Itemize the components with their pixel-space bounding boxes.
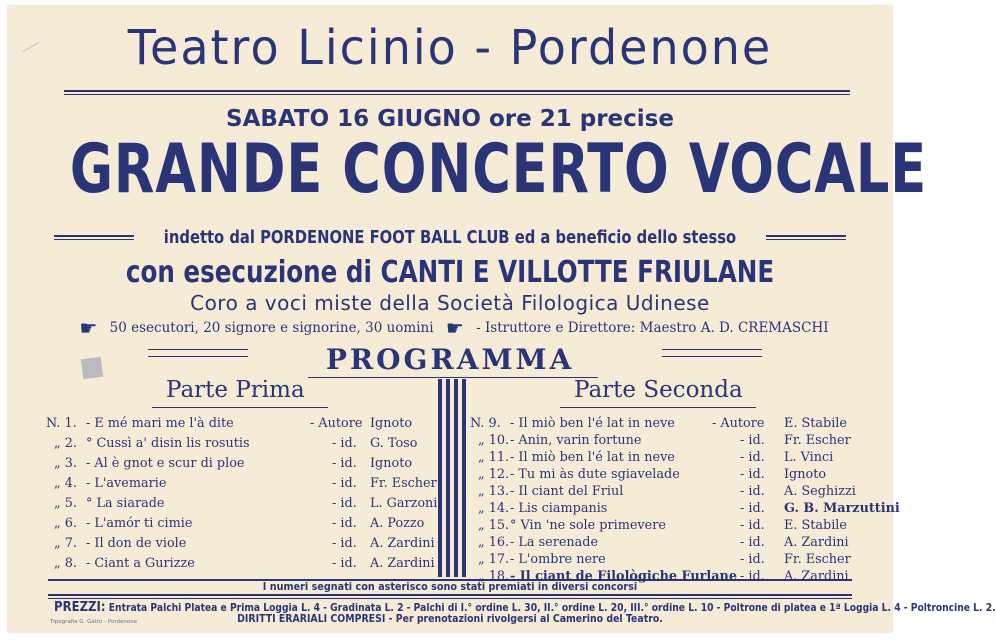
item-title: - Il don de viole [86,536,187,551]
item-attribution: - id. [332,496,357,511]
item-title: - La serenade [510,535,599,550]
item-title: - Al è gnot e scur di ploe [86,456,245,471]
item-author: G. B. Marzuttini [784,501,900,516]
item-author: Fr. Escher [784,552,851,567]
date-line: SABATO 16 GIUGNO ore 21 precise [226,106,674,132]
item-title: - Anin, varin fortune [510,433,642,448]
item-author: A. Zardini [784,535,849,550]
item-author: E. Stabile [784,518,847,533]
item-attribution: - id. [740,484,765,499]
item-attribution: - id. [740,501,765,516]
column-divider [446,379,450,577]
item-title: ° Cussì a' disin lis rosutis [86,436,250,451]
item-attribution: - id. [740,450,765,465]
poster-sheet [8,6,996,632]
item-number: „ 6. [54,516,77,531]
asterisk-note: I numeri segnati con asterisco sono stati premiati in diversi concorsi [262,581,638,593]
item-number: „ 17. [478,552,510,567]
item-title: ° La siarade [86,496,165,511]
item-attribution: - Autore [712,416,765,431]
director-line: - Istruttore e Direttore: Maestro A. D. CREMASCHI [476,320,829,336]
item-title: - E mé mari me l'à dite [86,416,234,431]
item-attribution: - id. [740,467,765,482]
programme-heading: PROGRAMMA [325,343,575,376]
concert-title: GRANDE CONCERTO VOCALE [69,130,928,209]
item-author: Ignoto [784,467,827,482]
item-title: - Il miò ben l'é lat in neve [510,416,675,431]
part-two-list [470,414,900,584]
item-attribution: - id. [740,569,765,584]
part-one-list [46,414,436,584]
performers-count: 50 esecutori, 20 signore e signorine, 30 uomini [109,320,434,336]
item-number: „ 11. [478,450,510,465]
item-attribution: - id. [740,518,765,533]
item-title: - Il miò ben l'é lat in neve [510,450,675,465]
pointing-hand-icon: ☛ [79,316,98,340]
item-author: A. Seghizzi [784,484,856,499]
item-number: „ 16. [478,535,510,550]
divider-prog-under [308,377,598,378]
item-title: - Ciant a Gurizze [86,556,195,571]
item-author: E. Stabile [784,416,847,431]
item-author: A. Zardini [784,569,849,584]
performers-line [8,316,892,340]
item-attribution: - id. [332,476,357,491]
divider-note-bottom [48,594,852,599]
songs-line: con esecuzione di CANTI E VILLOTTE FRIULANE [125,255,775,290]
item-title: - Il ciant del Friul [510,484,624,499]
item-title: - L'avemarie [86,476,167,491]
item-number: „ 8. [54,556,77,571]
item-author: Ignoto [370,416,413,431]
item-author: L. Vinci [784,450,834,465]
item-title: - L'ombre nere [510,552,606,567]
divider-top [64,90,850,95]
item-number: „ 10. [478,433,510,448]
part-one-title: Parte Prima [166,377,305,403]
divider-part-one [152,407,328,408]
taxes-line: DIRITTI ERARIALI COMPRESI - Per prenotazioni rivolgersi al Camerino del Teatro. [237,614,663,625]
item-number: „ 7. [54,536,77,551]
item-attribution: - id. [332,536,357,551]
item-author: A. Zardini [370,536,435,551]
item-number: „ 15. [478,518,510,533]
item-attribution: - id. [332,436,357,451]
item-attribution: - id. [332,516,357,531]
item-number: N. 1. [46,416,77,431]
item-attribution: - id. [332,456,357,471]
item-number: „ 13. [478,484,510,499]
column-divider [438,379,442,577]
item-title: - L'amór ti cimie [86,516,193,531]
item-author: Fr. Escher [370,476,437,491]
item-author: L. Garzoni [370,496,438,511]
item-number: „ 14. [478,501,510,516]
item-attribution: - id. [740,552,765,567]
item-number: „ 18. [478,569,510,584]
theatre-title: Teatro Licinio - Pordenone [127,18,773,76]
item-attribution: - id. [332,556,357,571]
item-title: - Tu mi às dute sgiavelade [510,467,680,482]
item-attribution: - id. [740,535,765,550]
item-number: „ 3. [54,456,77,471]
part-two-title: Parte Seconda [574,377,743,403]
prices-label: PREZZI: [54,600,106,615]
item-number: „ 5. [54,496,77,511]
printer-credit: Tipografia G. Gatto - Pordenone [50,619,138,625]
item-number: „ 4. [54,476,77,491]
prices-line [54,600,996,615]
item-attribution: - Autore [310,416,363,431]
divider-part-two [560,407,756,408]
item-title: - Il ciant de Filològiche Furlane [510,569,737,584]
item-author: A. Pozzo [370,516,425,531]
organizer-line: indetto dal PORDENONE FOOT BALL CLUB ed a beneficio dello stesso [163,227,737,248]
column-divider [454,379,458,577]
item-title: - Lis ciampanis [510,501,608,516]
item-number: „ 2. [54,436,77,451]
column-divider [462,379,466,577]
item-attribution: - id. [740,433,765,448]
item-author: Ignoto [370,456,413,471]
item-author: Fr. Escher [784,433,851,448]
item-author: A. Zardini [370,556,435,571]
item-number: N. 9. [470,416,501,431]
prices-text: Entrata Palchi Platea e Prima Loggia L. 4 - Gradinata L. 2 - Palchi di I.° ordine L. 30, II.° ordine L. 20, III.° ordine L. 10 - Poltrone di platea e 1ª Loggia L. 4 - Poltroncine L. 2. [108,603,996,614]
choir-line: Coro a voci miste della Società Filologica Udinese [190,291,710,315]
item-number: „ 12. [478,467,510,482]
item-title: ° Vin 'ne sole primevere [510,518,666,533]
pointing-hand-icon: ☛ [445,316,464,340]
item-author: G. Toso [370,436,418,451]
